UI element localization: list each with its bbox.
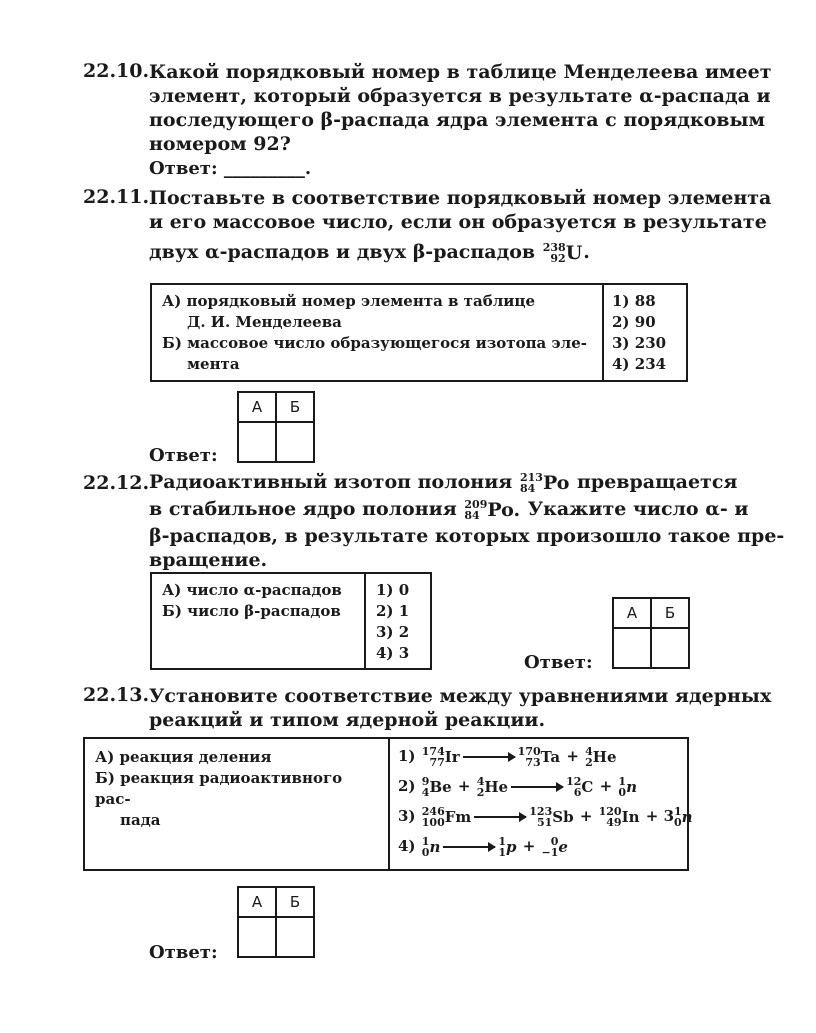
answer-grid xyxy=(237,391,315,463)
mass-number: 9 xyxy=(421,775,430,788)
reaction-3 xyxy=(398,801,693,831)
charge-number: 51 xyxy=(536,816,553,829)
mass-number: 1 xyxy=(421,835,430,848)
question-number: 22.11. xyxy=(83,186,150,208)
option-b: Б) число β-распадов xyxy=(162,602,341,620)
option-b-cont: пада xyxy=(120,811,161,829)
element-symbol: C xyxy=(581,777,594,796)
reaction-number: 3) xyxy=(398,807,416,825)
reaction-arrow xyxy=(474,816,526,818)
right-column xyxy=(376,580,426,664)
answer-cell-a[interactable] xyxy=(238,422,276,462)
text-line: номером 92? xyxy=(149,133,291,155)
mass-number: 1 xyxy=(498,835,506,848)
charge-number: 1 xyxy=(498,846,506,859)
grid-header-b: Б xyxy=(276,887,314,917)
charge-number: 100 xyxy=(421,816,445,829)
matching-table xyxy=(150,572,432,670)
text-segment: Радиоактивный изотоп полония xyxy=(149,471,513,493)
grid-header-a: А xyxy=(238,887,276,917)
choice-2: 2) 1 xyxy=(376,602,410,620)
mass-number: 238 xyxy=(542,241,566,254)
charge-number: 0 xyxy=(674,816,682,829)
grid-header-a: А xyxy=(238,392,276,422)
plus-sign: + xyxy=(579,807,593,825)
element-symbol: Ir xyxy=(444,747,460,766)
element-symbol: He xyxy=(484,777,509,796)
plus-sign: + xyxy=(457,777,471,795)
table-divider xyxy=(388,739,390,869)
element-symbol: p xyxy=(506,837,517,856)
question-number: 22.12. xyxy=(83,472,150,494)
element-symbol: n xyxy=(681,807,693,826)
element-symbol: e xyxy=(558,837,568,856)
text-line: реакций и типом ядерной реакции. xyxy=(149,709,546,731)
question-text xyxy=(149,684,772,732)
option-a: А) порядковый номер элемента в таблице xyxy=(162,292,536,310)
grid-header-b: Б xyxy=(651,598,689,628)
text-line: последующего β-распада ядра элемента с порядковым xyxy=(149,109,766,131)
isotope xyxy=(542,836,568,858)
left-column xyxy=(95,747,380,831)
mass-number: 174 xyxy=(421,745,445,758)
answer-cell-b[interactable] xyxy=(276,917,314,957)
answer-cell-b[interactable] xyxy=(651,628,689,668)
answer-line: Ответ: _________. xyxy=(149,158,312,179)
left-column xyxy=(162,291,592,375)
choice-2: 2) 90 xyxy=(612,313,656,331)
mass-number: 123 xyxy=(529,805,553,818)
option-a: А) число α-распадов xyxy=(162,581,342,599)
isotope-u238 xyxy=(543,242,583,264)
charge-number: 49 xyxy=(606,816,622,829)
isotope xyxy=(422,806,472,828)
mass-number: 4 xyxy=(585,745,593,758)
choice-4: 4) 3 xyxy=(376,644,410,662)
option-a-cont: Д. И. Менделеева xyxy=(187,313,342,331)
plus-sign: + xyxy=(522,837,536,855)
text-segment: . xyxy=(583,241,590,263)
option-b: Б) массовое число образующегося изотопа эле- xyxy=(162,334,587,352)
question-text xyxy=(149,60,772,156)
table-divider xyxy=(602,285,604,380)
charge-number: 77 xyxy=(429,756,445,769)
isotope xyxy=(518,746,560,768)
mass-number: 12 xyxy=(566,775,582,788)
text-line: Поставьте в соответствие порядковый номер элемента xyxy=(149,187,772,209)
reaction-list xyxy=(398,741,693,861)
text-line: Установите соответствие между уравнениями ядерных xyxy=(149,685,772,707)
question-text xyxy=(149,470,785,572)
isotope xyxy=(529,806,573,828)
text-segment: в стабильное ядро полония xyxy=(149,498,457,520)
element-symbol: Po xyxy=(542,471,570,494)
charge-number: 4 xyxy=(421,786,430,799)
element-symbol: U xyxy=(565,241,583,264)
charge-number: 92 xyxy=(550,252,566,265)
answer-cell-b[interactable] xyxy=(276,422,314,462)
element-symbol: Ta xyxy=(540,747,561,766)
choice-3: 3) 2 xyxy=(376,623,410,641)
charge-number: 6 xyxy=(573,786,582,799)
charge-number: 84 xyxy=(464,509,480,522)
text-line: элемент, который образуется в результате α-распада и xyxy=(149,85,771,107)
element-symbol: n xyxy=(626,777,637,796)
matching-table xyxy=(150,283,688,382)
answer-grid xyxy=(612,597,690,669)
text-segment: превращается xyxy=(577,471,738,493)
text-segment: Укажите число α- и xyxy=(527,498,749,520)
text-line: Какой порядковый номер в таблице Менделеева имеет xyxy=(149,61,772,83)
charge-number: −1 xyxy=(541,846,559,859)
question-text xyxy=(149,186,772,234)
charge-number: 84 xyxy=(519,482,536,495)
matching-table xyxy=(83,737,693,871)
answer-label: Ответ: xyxy=(524,652,593,673)
element-symbol: Sb xyxy=(552,807,574,826)
element-symbol: Po. xyxy=(487,498,521,521)
isotope xyxy=(674,806,693,828)
question-number: 22.13. xyxy=(83,684,150,706)
charge-number: 0 xyxy=(618,786,627,799)
choice-1: 1) 88 xyxy=(612,292,656,310)
coefficient: 3 xyxy=(663,807,675,825)
plus-sign: + xyxy=(645,807,659,825)
question-number: 22.10. xyxy=(83,60,150,82)
answer-cell-a[interactable] xyxy=(613,628,651,668)
charge-number: 2 xyxy=(585,756,593,769)
answer-grid xyxy=(237,886,315,958)
charge-number: 2 xyxy=(476,786,485,799)
isotope xyxy=(599,806,640,828)
choice-1: 1) 0 xyxy=(376,581,410,599)
isotope xyxy=(422,836,441,858)
mass-number: 246 xyxy=(421,805,445,818)
element-symbol: He xyxy=(592,747,617,766)
mass-number: 1 xyxy=(674,805,682,818)
grid-header-b: Б xyxy=(276,392,314,422)
charge-number: 73 xyxy=(525,756,541,769)
answer-label: Ответ: xyxy=(149,445,218,466)
isotope xyxy=(477,776,508,798)
isotope-po213 xyxy=(520,472,569,494)
reaction-4 xyxy=(398,831,683,861)
text-line xyxy=(149,240,590,264)
element-symbol: Be xyxy=(429,777,452,796)
isotope xyxy=(422,746,460,768)
mass-number: 213 xyxy=(519,471,543,484)
reaction-number: 4) xyxy=(398,837,416,855)
reaction-number: 1) xyxy=(398,747,416,765)
option-a: А) реакция деления xyxy=(95,748,272,766)
element-symbol: Fm xyxy=(444,807,472,826)
isotope xyxy=(498,836,516,858)
plus-sign: + xyxy=(599,777,613,795)
isotope xyxy=(422,776,452,798)
mass-number: 0 xyxy=(550,835,559,848)
left-column xyxy=(162,580,362,622)
choice-3: 3) 230 xyxy=(612,334,667,352)
text-line: вращение. xyxy=(149,549,268,571)
text-segment: двух α-распадов и двух β-распадов xyxy=(149,241,536,263)
mass-number: 1 xyxy=(618,775,627,788)
reaction-1 xyxy=(398,741,683,771)
isotope xyxy=(566,776,593,798)
isotope-po209 xyxy=(464,499,520,521)
choice-4: 4) 234 xyxy=(612,355,667,373)
right-column xyxy=(612,291,682,375)
mass-number: 209 xyxy=(464,498,488,511)
reaction-arrow xyxy=(443,846,495,848)
reaction-2 xyxy=(398,771,683,801)
element-symbol: In xyxy=(621,807,640,826)
text-line: β-распадов, в результате которых произошло такое пре- xyxy=(149,525,785,547)
text-line xyxy=(149,497,749,524)
option-b-cont: мента xyxy=(187,355,240,373)
reaction-arrow xyxy=(511,786,563,788)
answer-cell-a[interactable] xyxy=(238,917,276,957)
text-line xyxy=(149,470,738,497)
charge-number: 0 xyxy=(421,846,430,859)
table-divider xyxy=(364,574,366,668)
text-line: и его массовое число, если он образуется в результате xyxy=(149,211,767,233)
mass-number: 120 xyxy=(598,805,622,818)
option-b: Б) реакция радиоактивного рас- xyxy=(95,769,343,808)
isotope xyxy=(618,776,637,798)
plus-sign: + xyxy=(566,747,579,765)
isotope xyxy=(585,746,616,768)
element-symbol: n xyxy=(429,837,441,856)
mass-number: 4 xyxy=(476,775,485,788)
answer-label: Ответ: xyxy=(149,942,218,963)
grid-header-a: А xyxy=(613,598,651,628)
mass-number: 170 xyxy=(517,745,541,758)
reaction-number: 2) xyxy=(398,777,416,795)
reaction-arrow xyxy=(463,756,515,758)
